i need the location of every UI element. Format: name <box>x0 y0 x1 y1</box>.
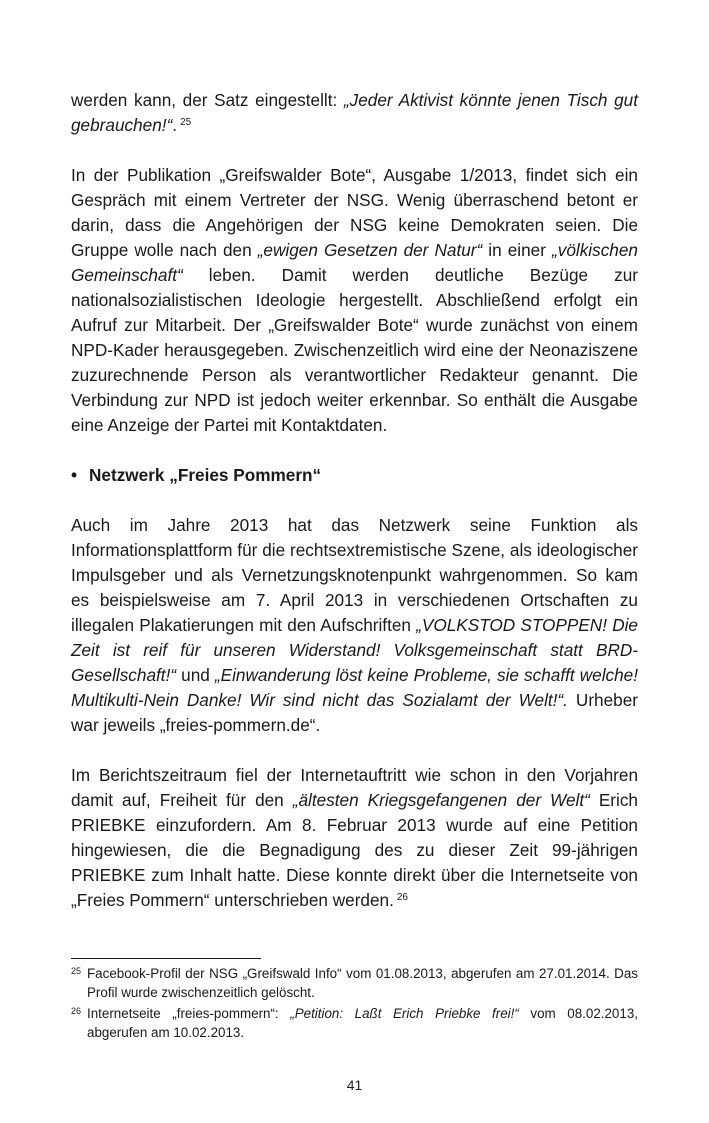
quote: „ältesten Kriegsgefangenen der Welt“ <box>292 790 590 810</box>
quote: „VOLKSTOD STOPPEN! Die Zeit ist reif für unseren Widerstand! Volksgemeinschaft statt BRD-Gesellschaft!“ <box>71 615 638 685</box>
text: Internetseite „freies-pommern“: <box>87 1006 291 1021</box>
text: In der Publikation „Greifswalder Bote“, Ausgabe 1/2013, findet sich ein Gespräch mit einem Vertreter der NSG. Wenig überraschend betont er darin, dass die Angehörigen der NSG keine Demokraten seien. Die Gruppe wolle nach den <box>71 165 638 260</box>
text: Erich PRIEBKE einzufordern. Am 8. Februar 2013 wurde auf eine Petition hingewiesen, die die Begnadigung des zu dieser Zeit 99-jährigen PRIEBKE zum Inhalt hatte. Diese konnte direkt über die Internetseite von „Freies Pommern“ unterschrieben werden. <box>71 790 638 910</box>
quote: „Jeder Aktivist könnte jenen Tisch gut gebrauchen!“ <box>71 90 638 135</box>
text: werden kann, der Satz eingestellt: <box>71 90 344 110</box>
footnote-number: 25 <box>71 966 82 976</box>
page-number: 41 <box>346 1077 363 1093</box>
text: Auch im Jahre 2013 hat das Netzwerk seine Funktion als Informationsplattform für die rechtsextremistische Szene, als ideologischer Impulsgeber und als Vernetzungsknotenpunkt wahrgenommen. So kam es beispielsweise am 7. April 2013 in verschiedenen Ortschaften zu illegalen Plakatierungen mit den Aufschriften <box>71 515 638 635</box>
footnote-text <box>87 1004 638 1042</box>
footnote-25 <box>71 964 638 1002</box>
spacer <box>71 438 638 463</box>
spacer <box>71 738 638 763</box>
paragraph-3 <box>71 513 638 738</box>
section-heading <box>71 463 638 488</box>
footnote-26 <box>71 1004 638 1042</box>
text: Im Berichtszeitraum fiel der Internetauftritt wie schon in den Vorjahren damit auf, Freiheit für den <box>71 765 638 810</box>
footnotes <box>71 964 638 1044</box>
quote: „völkischen Gemeinschaft“ <box>71 240 638 285</box>
spacer <box>71 488 638 513</box>
bullet-icon: • <box>71 465 78 485</box>
text: leben. Damit werden deutliche Bezüge zur nationalsozialistischen Ideologie hergestellt. Abschließend erfolgt ein Aufruf zur Mitarbeit. Der „Greifswalder Bote“ wurde zunächst von einem NPD-Kader herausgegeben. Zwischenzeitlich wird eine der Neonaziszene zuzurechnende Person als verantwortlicher Redakteur genannt. Die Verbindung zur NPD ist jedoch weiter erkennbar. So enthält die Ausgabe eine Anzeige der Partei mit Kontaktdaten. <box>71 265 638 435</box>
spacer <box>71 138 638 163</box>
paragraph-1 <box>71 88 638 138</box>
text: und <box>176 665 215 685</box>
quote: „Petition: Laßt Erich Priebke frei!“ <box>290 1006 519 1021</box>
page-body <box>71 88 638 913</box>
quote: „Einwanderung löst keine Probleme, sie schafft welche! Multikulti-Nein Danke! Wir sind nicht das Sozialamt der Welt!“. <box>71 665 638 710</box>
footnote-ref-26[interactable]: 26 <box>396 892 408 903</box>
paragraph-4 <box>71 763 638 913</box>
text: Facebook-Profil der NSG „Greifswald Info“ vom 01.08.2013, abgerufen am 27.01.2014. Das Profil wurde zwischenzeitlich gelöscht. <box>87 966 638 1000</box>
text: Urheber war jeweils „freies-pommern.de“. <box>71 690 639 735</box>
text: . <box>172 115 178 135</box>
quote: „ewigen Gesetzen der Natur“ <box>257 240 483 260</box>
footnote-number: 26 <box>71 1006 82 1016</box>
text: vom 08.02.2013, abgerufen am 10.02.2013. <box>87 1006 638 1040</box>
paragraph-2 <box>71 163 638 438</box>
footnote-divider <box>71 958 261 959</box>
section-heading-text: Netzwerk „Freies Pommern“ <box>89 465 322 485</box>
footnote-ref-25[interactable]: 25 <box>180 117 192 128</box>
footnote-text <box>87 964 638 1002</box>
text: in einer <box>482 240 553 260</box>
